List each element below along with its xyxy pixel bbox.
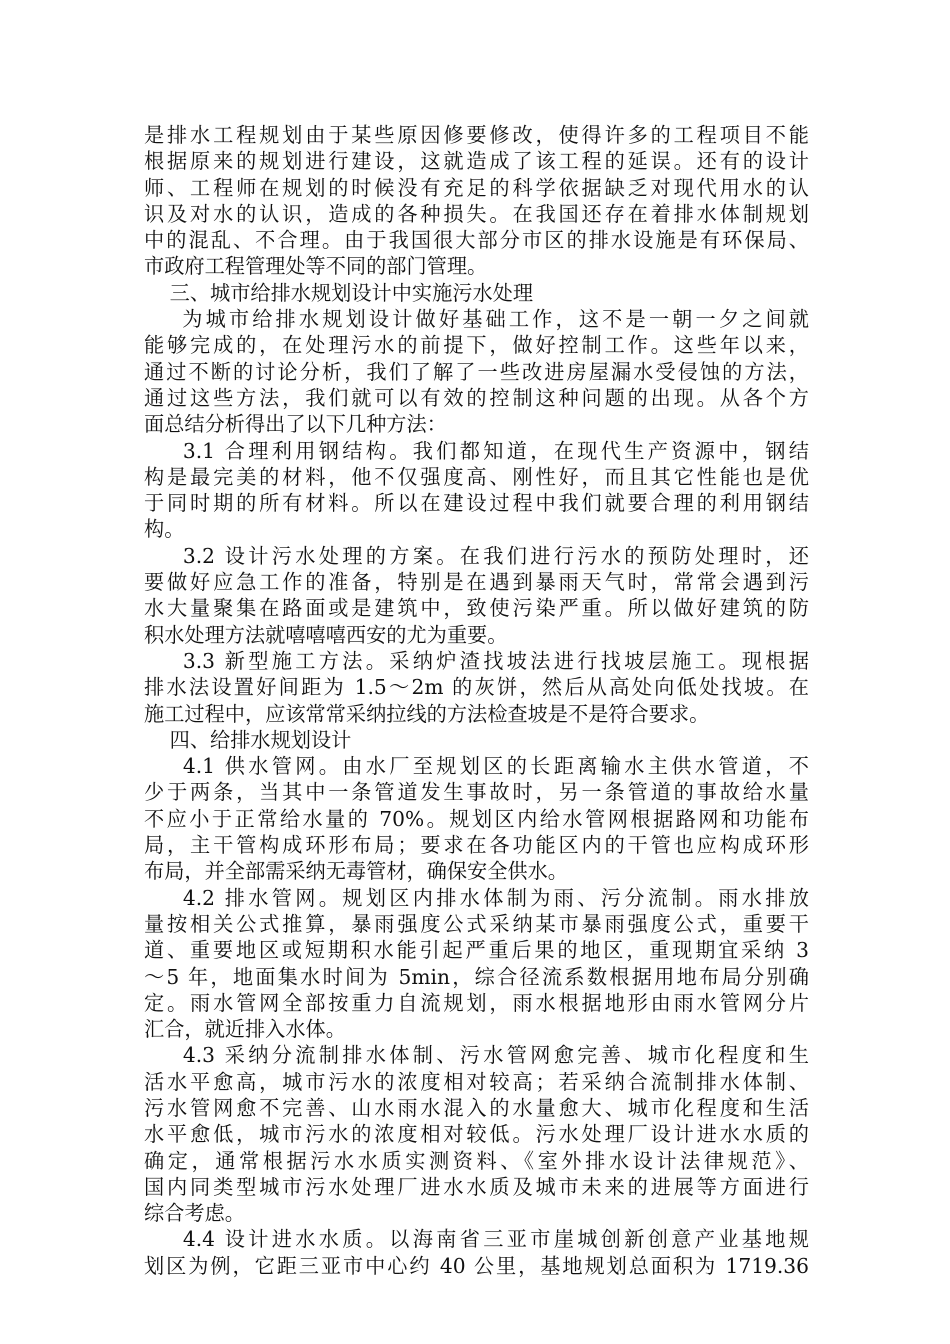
text-line: 师、工程师在规划的时候没有充足的科学依据缺乏对现代用水的认 bbox=[144, 175, 809, 200]
text-line: 4.4 设计进水水质。以海南省三亚市崖城创新创意产业基地规 bbox=[144, 1227, 809, 1252]
text-line: 四、给排水规划设计 bbox=[144, 727, 352, 752]
text-line: 要做好应急工作的准备，特别是在遇到暴雨天气时，常常会遇到污 bbox=[144, 570, 809, 595]
text-line: 能够完成的，在处理污水的前提下，做好控制工作。这些年以来， bbox=[144, 333, 809, 358]
text-line: 划区为例，它距三亚市中心约 40 公里，基地规划总面积为 1719.36 bbox=[144, 1253, 809, 1278]
text-line: 4.1 供水管网。由水厂至规划区的长距离输水主供水管道，不 bbox=[144, 754, 809, 779]
text-line: 根据原来的规划进行建设，这就造成了该工程的延误。还有的设计 bbox=[144, 149, 809, 174]
text-line: ～5 年，地面集水时间为 5min，综合径流系数根据用地布局分别确 bbox=[144, 964, 809, 989]
text-line: 不应小于正常给水量的 70%。规划区内给水管网根据路网和功能布 bbox=[144, 806, 809, 831]
text-line: 道、重要地区或短期积水能引起严重后果的地区，重现期宜采纳 3 bbox=[144, 938, 809, 963]
text-line: 是排水工程规划由于某些原因修要修改，使得许多的工程项目不能 bbox=[144, 123, 809, 147]
text-line: 少于两条，当其中一条管道发生事故时，另一条管道的事故给水量 bbox=[144, 780, 809, 805]
text-line: 汇合，就近排入水体。 bbox=[144, 1017, 346, 1042]
text-line: 综合考虑。 bbox=[144, 1201, 245, 1226]
text-line: 3.1 合理利用钢结构。我们都知道，在现代生产资源中，钢结 bbox=[144, 438, 809, 463]
text-line: 中的混乱、不合理。由于我国很大部分市区的排水设施是有环保局、 bbox=[144, 228, 809, 253]
text-line: 于同时期的所有材料。所以在建设过程中我们就要合理的利用钢结 bbox=[144, 491, 809, 516]
text-line: 布局，并全部需采纳无毒管材，确保安全供水。 bbox=[144, 859, 568, 884]
text-line: 通过不断的讨论分析，我们了解了一些改进房屋漏水受侵蚀的方法， bbox=[144, 359, 809, 384]
text-line: 识及对水的认识，造成的各种损失。在我国还存在着排水体制规划 bbox=[144, 201, 809, 226]
text-line: 确定，通常根据污水水质实测资料、《室外排水设计法律规范》、 bbox=[144, 1148, 809, 1173]
text-line: 三、城市给排水规划设计中实施污水处理 bbox=[144, 280, 534, 305]
text-line: 构是最完美的材料，他不仅强度高、刚性好，而且其它性能也是优 bbox=[144, 464, 809, 489]
text-line: 3.3 新型施工方法。采纳炉渣找坡法进行找坡层施工。现根据 bbox=[144, 648, 809, 673]
text-line: 4.3 采纳分流制排水体制、污水管网愈完善、城市化程度和生 bbox=[144, 1043, 809, 1068]
text-line: 4.2 排水管网。规划区内排水体制为雨、污分流制。雨水排放 bbox=[144, 885, 809, 910]
text-line: 3.2 设计污水处理的方案。在我们进行污水的预防处理时，还 bbox=[144, 543, 809, 568]
text-line: 构。 bbox=[144, 517, 185, 542]
text-line: 通过这些方法，我们就可以有效的控制这种问题的出现。从各个方 bbox=[144, 385, 809, 410]
text-line: 为城市给排水规划设计做好基础工作，这不是一朝一夕之间就 bbox=[144, 307, 809, 332]
document-body bbox=[144, 122, 809, 1279]
text-line: 量按相关公式推算，暴雨强度公式采纳某市暴雨强度公式，重要干 bbox=[144, 911, 809, 936]
text-line: 污水管网愈不完善、山水雨水混入的水量愈大、城市化程度和生活 bbox=[144, 1095, 809, 1120]
text-line: 局，主干管构成环形布局；要求在各功能区内的干管也应构成环形 bbox=[144, 833, 809, 858]
text-line: 定。雨水管网全部按重力自流规划，雨水根据地形由雨水管网分片 bbox=[144, 990, 809, 1015]
text-line: 施工过程中，应该常常采纳拉线的方法检查坡是不是符合要求。 bbox=[144, 701, 710, 726]
text-line: 活水平愈高，城市污水的浓度相对较高；若采纳合流制排水体制、 bbox=[144, 1069, 809, 1094]
text-line: 国内同类型城市污水处理厂进水水质及城市未来的进展等方面进行 bbox=[144, 1174, 809, 1199]
text-line: 积水处理方法就嘻嘻嘻西安的尤为重要。 bbox=[144, 622, 508, 647]
text-line: 水平愈低，城市污水的浓度相对较低。污水处理厂设计进水水质的 bbox=[144, 1122, 809, 1147]
text-line: 水大量聚集在路面或是建筑中，致使污染严重。所以做好建筑的防 bbox=[144, 596, 809, 621]
text-line: 面总结分析得出了以下几种方法： bbox=[144, 412, 447, 437]
text-line: 排水法设置好间距为 1.5～2m 的灰饼，然后从高处向低处找坡。在 bbox=[144, 675, 809, 700]
text-line: 市政府工程管理处等不同的部门管理。 bbox=[144, 254, 488, 279]
